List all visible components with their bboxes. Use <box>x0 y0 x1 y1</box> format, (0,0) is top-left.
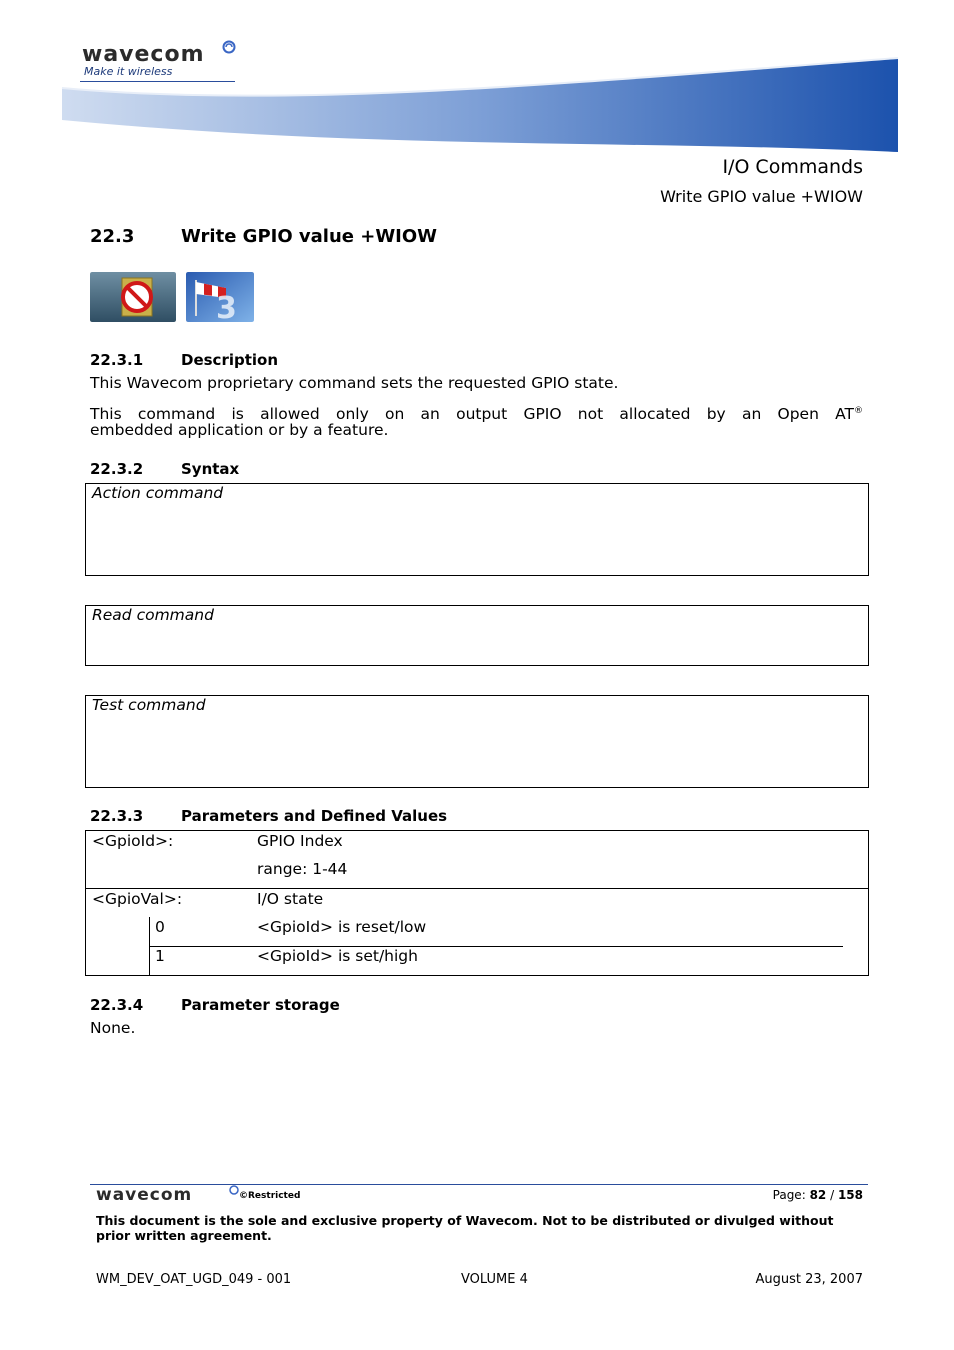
gpioval-param-desc: I/O state <box>257 890 324 908</box>
description-title: Description <box>181 351 279 369</box>
storage-text: None. <box>90 1019 136 1037</box>
description-number: 22.3.1 <box>90 351 144 369</box>
document-date: August 23, 2007 <box>755 1272 863 1287</box>
storage-title: Parameter storage <box>181 996 340 1014</box>
syntax-heading <box>90 460 239 478</box>
value-1: 1 <box>155 947 165 965</box>
page-separator: / <box>826 1188 838 1202</box>
read-command-box <box>85 605 869 666</box>
page-indicator <box>773 1188 863 1202</box>
footer-divider <box>90 1184 868 1185</box>
wavecom-logo: wavecom <box>82 42 205 67</box>
read-command-label: Read command <box>92 606 214 624</box>
description-heading <box>90 351 278 369</box>
description-text: This command is allowed only on an output GPIO not allocated by an Open AT <box>90 405 854 424</box>
value-0: 0 <box>155 918 165 936</box>
parameters-number: 22.3.3 <box>90 807 144 825</box>
chapter-subtitle: Write GPIO value +WIOW <box>660 187 863 206</box>
volume-label: VOLUME 4 <box>461 1272 528 1287</box>
test-command-box <box>85 695 869 788</box>
footer-wavecom-logo: wavecom <box>96 1185 193 1205</box>
value-0-meaning: <GpioId> is reset/low <box>257 918 427 936</box>
page-label: Page: <box>772 1188 806 1202</box>
document-reference: WM_DEV_OAT_UGD_049 - 001 <box>96 1272 292 1287</box>
action-command-box <box>85 483 869 576</box>
parameters-title: Parameters and Defined Values <box>181 807 448 825</box>
logo-underline <box>80 81 235 82</box>
parameters-table <box>85 830 869 976</box>
page-current: 82 <box>809 1188 827 1202</box>
header-swoosh-graphic <box>0 0 954 160</box>
validity-badge <box>186 272 254 322</box>
logo-swirl-icon <box>222 40 236 54</box>
restricted-label: ©Restricted <box>239 1191 301 1201</box>
property-notice: This document is the sole and exclusive property of Wavecom. Not to be distributed or divulged without prior written agreement. <box>96 1213 834 1243</box>
chapter-title: I/O Commands <box>722 156 863 178</box>
gpioval-param-name: <GpioVal>: <box>92 890 183 908</box>
validity-number: 3 <box>216 291 237 322</box>
description-paragraph-2-line-2: embedded application or by a feature. <box>90 421 389 439</box>
gpioid-param-name: <GpioId>: <box>92 832 174 850</box>
test-command-label: Test command <box>92 696 206 714</box>
logo-tagline: Make it wireless <box>84 65 173 78</box>
syntax-number: 22.3.2 <box>90 460 144 478</box>
footer-logo-swirl-icon <box>229 1185 239 1195</box>
no-sim-restriction-badge <box>90 272 176 322</box>
page-total: 158 <box>837 1188 863 1202</box>
section-heading <box>90 226 437 247</box>
storage-number: 22.3.4 <box>90 996 144 1014</box>
gpioid-param-range: range: 1-44 <box>257 860 348 878</box>
syntax-title: Syntax <box>181 460 240 478</box>
table-row-divider <box>86 888 868 889</box>
prohibited-icon <box>123 283 151 311</box>
value-subtable-divider <box>149 946 843 947</box>
storage-heading <box>90 996 340 1014</box>
section-title: Write GPIO value +WIOW <box>181 226 438 247</box>
gpioid-param-desc: GPIO Index <box>257 832 343 850</box>
description-paragraph-1: This Wavecom proprietary command sets the requested GPIO state. <box>90 374 619 392</box>
parameters-heading <box>90 807 447 825</box>
action-command-label: Action command <box>92 484 224 502</box>
registered-mark: ® <box>854 406 863 416</box>
value-1-meaning: <GpioId> is set/high <box>257 947 418 965</box>
section-number: 22.3 <box>90 226 135 247</box>
